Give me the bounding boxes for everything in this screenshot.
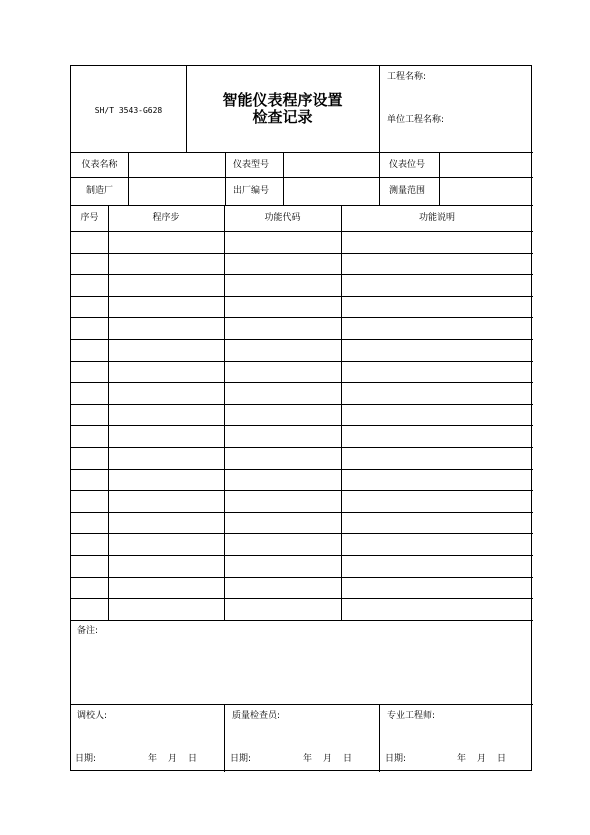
info-row-divider (71, 177, 533, 178)
serial-number-label: 出厂编号 (233, 186, 270, 196)
instrument-name-label: 仪表名称 (81, 160, 118, 170)
table-row (71, 425, 533, 447)
remarks-bottom-line (71, 704, 533, 705)
instrument-tag-label: 仪表位号 (389, 160, 426, 170)
month-label: 月 (323, 754, 333, 764)
table-row (71, 339, 533, 361)
year-label: 年 (457, 754, 467, 764)
day-label: 日 (497, 754, 507, 764)
day-label: 日 (188, 754, 198, 764)
table-row (71, 598, 533, 620)
table-row (71, 296, 533, 318)
table-row (71, 490, 533, 512)
table-row (71, 317, 533, 339)
date-label: 日期: (230, 754, 252, 764)
info-col-line (283, 152, 284, 205)
year-label: 年 (148, 754, 158, 764)
table-col-line (108, 205, 109, 620)
table-row (71, 512, 533, 534)
table-row-line (71, 620, 533, 621)
unit-project-name-label: 单位工程名称: (387, 115, 445, 125)
table-row (71, 469, 533, 491)
table-row (71, 447, 533, 469)
year-label: 年 (303, 754, 313, 764)
table-col-line (224, 205, 225, 620)
inspection-form (70, 65, 532, 771)
form-title-line2: 检查记录 (252, 108, 313, 126)
info-col-line (439, 152, 440, 205)
table-row (71, 253, 533, 275)
month-label: 月 (477, 754, 487, 764)
form-title-line1: 智能仪表程序设置 (222, 91, 343, 109)
table-row (71, 231, 533, 253)
project-name-label: 工程名称: (387, 72, 427, 82)
col-header-seq: 序号 (80, 213, 99, 223)
header-divider-right (379, 66, 380, 152)
info-col-line (225, 152, 226, 205)
info-col-line (128, 152, 129, 205)
manufacturer-label: 制造厂 (85, 186, 113, 196)
day-label: 日 (343, 754, 353, 764)
measuring-range-label: 测量范围 (389, 186, 426, 196)
table-col-line (341, 205, 342, 620)
col-header-function-code: 功能代码 (264, 213, 301, 223)
table-row (71, 577, 533, 599)
col-header-program-step: 程序步 (152, 213, 180, 223)
table-row (71, 555, 533, 577)
info-bottom-line (71, 205, 533, 206)
quality-inspector-label: 质量检查员: (232, 711, 281, 721)
calibrator-label: 调校人: (77, 711, 108, 721)
table-row (71, 533, 533, 555)
date-label: 日期: (385, 754, 407, 764)
signature-divider (379, 704, 380, 772)
table-row (71, 404, 533, 426)
header-bottom-line (71, 152, 533, 153)
remarks-label: 备注: (77, 626, 99, 636)
info-col-line (379, 152, 380, 205)
month-label: 月 (168, 754, 178, 764)
professional-engineer-label: 专业工程师: (387, 711, 436, 721)
instrument-model-label: 仪表型号 (233, 160, 270, 170)
table-row (71, 382, 533, 404)
signature-divider (224, 704, 225, 772)
table-row (71, 361, 533, 383)
col-header-function-desc: 功能说明 (418, 213, 455, 223)
standard-code: SH/T 3543-G628 (94, 106, 163, 115)
table-row (71, 274, 533, 296)
date-label: 日期: (75, 754, 97, 764)
